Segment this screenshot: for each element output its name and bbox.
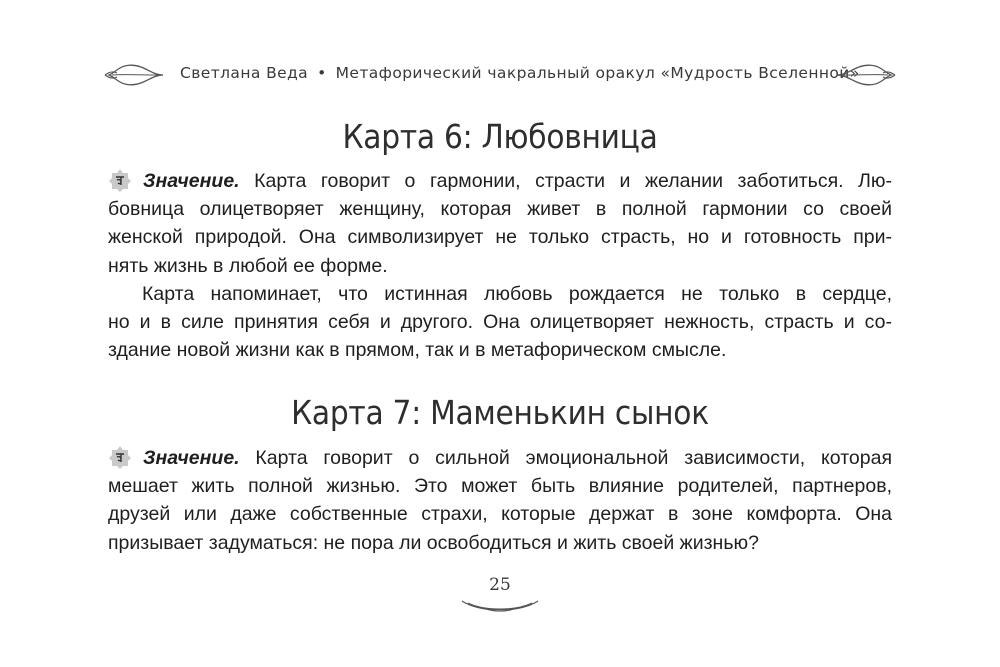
text-line	[108, 444, 892, 472]
card-6-line-6: но и в силе принятия себя и другого. Она олицетворяет нежность, страсть и со-	[108, 311, 892, 334]
card-7-section	[108, 444, 892, 557]
running-header	[0, 60, 1000, 90]
card-6-line-7: здание новой жизни как в прямом, так и в метафорическом смысле.	[108, 339, 727, 362]
chakra-symbol-icon	[108, 445, 132, 469]
card-6-line-5: Карта напоминает, что истинная любовь рождается не только в сердце,	[142, 282, 892, 305]
card-7-meaning-label: Значение.	[143, 447, 240, 469]
card-7-line-3: друзей или даже собственные страхи, которые держат в зоне комфорта. Она	[108, 503, 892, 526]
text-line	[108, 167, 892, 195]
header-separator: •	[317, 64, 327, 82]
card-7-line-1: Карта говорит о сильной эмоциональной зависимости, которая	[255, 447, 892, 469]
card-6-line-1: Карта говорит о гармонии, страсти и желании заботиться. Лю-	[254, 170, 892, 192]
leaf-ornament-right-icon	[835, 62, 897, 88]
card-6-title: Карта 6: Любовница	[342, 117, 658, 156]
card-6-line-3: женской природой. Она символизирует не только страсть, но и готовность при-	[108, 226, 892, 249]
card-6-section	[108, 167, 892, 364]
header-author: Светлана Веда	[180, 64, 309, 82]
page-number-ornament-icon	[460, 597, 540, 619]
card-6-line-4: нять жизнь в любой ее форме.	[108, 254, 388, 277]
card-7-line-2: мешает жить полной жизнью. Это может быть влияние родителей, партнеров,	[108, 475, 892, 498]
card-7-paragraph-1	[108, 444, 892, 557]
card-6-paragraph-1	[108, 167, 892, 280]
card-7-line-4: призывает задуматься: не пора ли освободиться и жить своей жизнью?	[108, 531, 759, 554]
header-book-title: Метафорический чакральный оракул «Мудрость Вселенной»	[335, 64, 860, 82]
chakra-symbol-icon	[108, 168, 132, 192]
page-number: 25	[489, 575, 511, 595]
card-6-meaning-label: Значение.	[143, 170, 240, 192]
header-text	[180, 64, 860, 82]
leaf-ornament-left-icon	[103, 62, 165, 88]
card-7-title: Карта 7: Маменькин сынок	[291, 393, 709, 432]
card-6-paragraph-2	[108, 280, 892, 365]
card-6-line-2: бовница олицетворяет женщину, которая живет в полной гармонии со своей	[108, 198, 892, 221]
